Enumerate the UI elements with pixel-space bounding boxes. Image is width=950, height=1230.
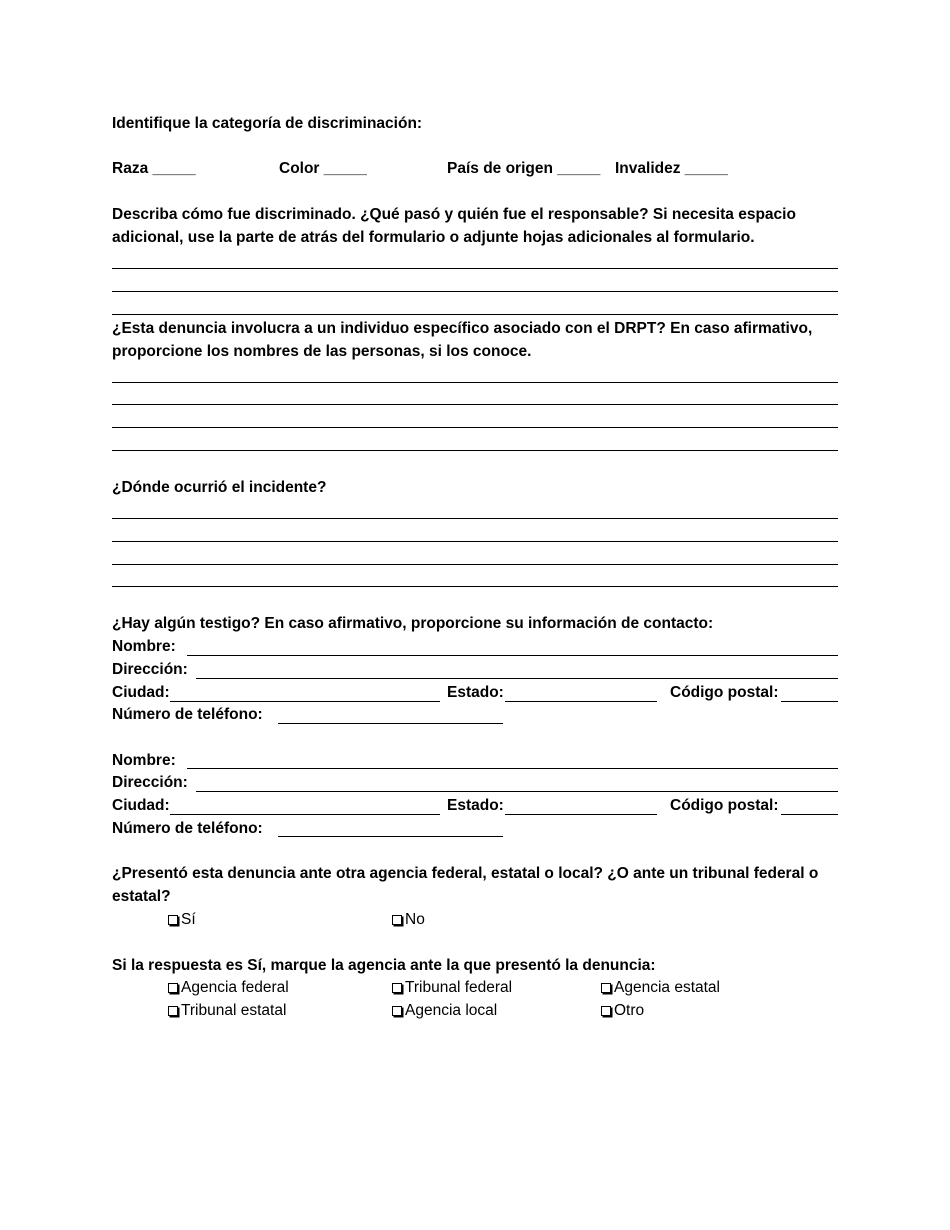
- location-prompt: ¿Dónde ocurrió el incidente?: [112, 479, 327, 496]
- witness-name-field[interactable]: [187, 655, 838, 656]
- witness-state-field[interactable]: [505, 814, 657, 815]
- checkbox-icon: [168, 983, 178, 993]
- location-line[interactable]: [112, 586, 838, 587]
- category-heading: Identifique la categoría de discriminación:: [112, 115, 423, 132]
- agency-option-label: Otro: [614, 1002, 645, 1019]
- individual-line[interactable]: [112, 450, 838, 451]
- witness-phone-label: Número de teléfono:: [112, 706, 263, 723]
- checkbox-icon: [392, 915, 402, 925]
- category-color-field[interactable]: Color _____: [279, 160, 367, 177]
- location-line[interactable]: [112, 541, 838, 542]
- agency-option-label: Agencia local: [405, 1002, 498, 1019]
- witness-phone-field[interactable]: [278, 723, 503, 724]
- witness-name-label: Nombre:: [112, 752, 176, 769]
- witness-zip-label: Código postal:: [670, 797, 779, 814]
- witness-zip-label: Código postal:: [670, 684, 779, 701]
- no-label: No: [405, 911, 425, 928]
- witness-city-field[interactable]: [170, 814, 440, 815]
- yes-label: Sí: [181, 911, 196, 928]
- tribunal-federal-checkbox[interactable]: [392, 976, 512, 999]
- checkbox-icon: [168, 915, 178, 925]
- witness-name-field[interactable]: [187, 768, 838, 769]
- checkbox-icon: [392, 1006, 402, 1016]
- witness-state-label: Estado:: [447, 684, 504, 701]
- witness-city-label: Ciudad:: [112, 684, 170, 701]
- witness-phone-field[interactable]: [278, 836, 503, 837]
- other-agency-prompt: ¿Presentó esta denuncia ante otra agencia federal, estatal o local? ¿O ante un tribunal federal o estatal?: [112, 865, 819, 905]
- agency-option-label: Tribunal estatal: [181, 1002, 287, 1019]
- category-origin-field[interactable]: País de origen _____: [447, 160, 601, 177]
- agency-other-checkbox[interactable]: [601, 999, 644, 1022]
- individual-line[interactable]: [112, 382, 838, 383]
- checkbox-icon: [392, 983, 402, 993]
- describe-line[interactable]: [112, 314, 838, 315]
- agency-option-label: Tribunal federal: [405, 979, 513, 996]
- describe-prompt: Describa cómo fue discriminado. ¿Qué pasó y quién fue el responsable? Si necesita espacio adicional, use la parte de atrás del formulario o adjunte hojas adicionales al formulario.: [112, 206, 796, 246]
- witness-address-field[interactable]: [196, 791, 838, 792]
- witness-phone-label: Número de teléfono:: [112, 820, 263, 837]
- checkbox-icon: [601, 983, 611, 993]
- category-disability-field[interactable]: Invalidez _____: [615, 160, 728, 177]
- agency-option-label: Agencia estatal: [614, 979, 720, 996]
- witness-name-label: Nombre:: [112, 638, 176, 655]
- individual-line[interactable]: [112, 427, 838, 428]
- witness-zip-field[interactable]: [781, 814, 838, 815]
- tribunal-state-checkbox[interactable]: [168, 999, 286, 1022]
- category-race-field[interactable]: Raza _____: [112, 160, 196, 177]
- witness-address-label: Dirección:: [112, 661, 188, 678]
- checkbox-icon: [168, 1006, 178, 1016]
- individual-line[interactable]: [112, 404, 838, 405]
- no-checkbox[interactable]: [392, 908, 425, 931]
- witness-state-label: Estado:: [447, 797, 504, 814]
- individual-prompt: ¿Esta denuncia involucra a un individuo específico asociado con el DRPT? En caso afirmativo, proporcione los nombres de las personas, si los conoce.: [112, 320, 813, 360]
- checkbox-icon: [601, 1006, 611, 1016]
- witness-city-label: Ciudad:: [112, 797, 170, 814]
- location-line[interactable]: [112, 564, 838, 565]
- agency-federal-checkbox[interactable]: [168, 976, 289, 999]
- witness-address-field[interactable]: [196, 678, 838, 679]
- agency-option-label: Agencia federal: [181, 979, 289, 996]
- witness-prompt: ¿Hay algún testigo? En caso afirmativo, proporcione su información de contacto:: [112, 615, 714, 632]
- agency-prompt: Si la respuesta es Sí, marque la agencia ante la que presentó la denuncia:: [112, 957, 656, 974]
- location-line[interactable]: [112, 518, 838, 519]
- witness-state-field[interactable]: [505, 701, 657, 702]
- agency-state-checkbox[interactable]: [601, 976, 720, 999]
- yes-checkbox[interactable]: [168, 908, 196, 931]
- witness-address-label: Dirección:: [112, 774, 188, 791]
- witness-zip-field[interactable]: [781, 701, 838, 702]
- describe-line[interactable]: [112, 291, 838, 292]
- agency-local-checkbox[interactable]: [392, 999, 497, 1022]
- witness-city-field[interactable]: [170, 701, 440, 702]
- describe-line[interactable]: [112, 268, 838, 269]
